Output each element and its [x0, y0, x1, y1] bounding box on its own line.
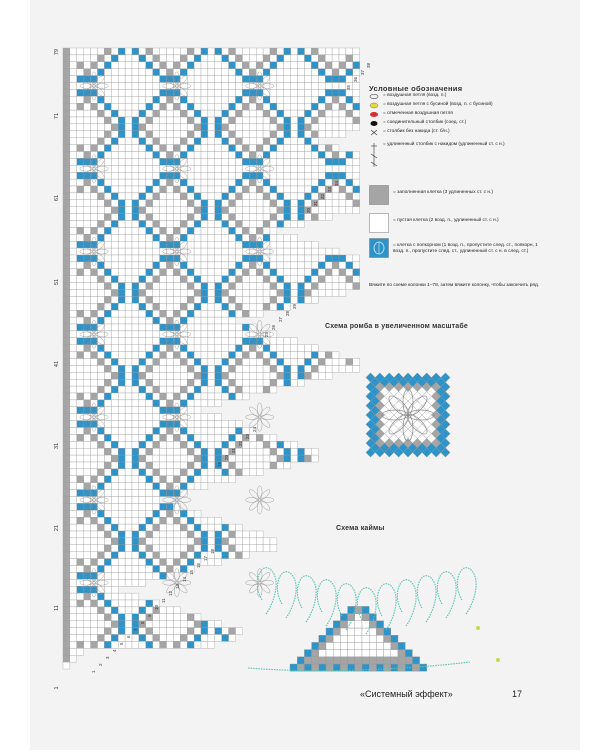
column-number: 25 — [264, 331, 269, 337]
row-label: 21 — [54, 524, 60, 532]
chain-loop — [397, 580, 416, 626]
legend-item-text: = удлиненный столбик с накидом (удлиненный ст. с н.) — [383, 142, 505, 147]
column-number: 4 — [112, 649, 117, 652]
column-number: 12 — [168, 590, 173, 596]
row-label: 79 — [54, 48, 60, 56]
chain-loop — [317, 580, 336, 626]
chain-loop — [257, 568, 276, 614]
column-number: 9 — [147, 614, 152, 617]
legend-item-empty — [369, 213, 549, 233]
chain-loop — [297, 576, 316, 622]
column-number: 1 — [91, 670, 96, 673]
column-number: 13 — [175, 583, 180, 589]
column-number: 34 — [334, 180, 339, 186]
elong-icon — [369, 142, 379, 168]
chain-loop — [457, 568, 476, 614]
legend-item-text: = воздушная петля с бусиной (возд. п. с бусиной) — [383, 102, 493, 107]
slip-icon — [369, 120, 379, 127]
column-number: 33 — [327, 186, 332, 192]
rhombus-title: Схема ромба в увеличенном масштабе — [325, 323, 468, 330]
legend-item-popcorn — [369, 238, 549, 258]
column-number: 22 — [238, 440, 243, 446]
sc-icon — [369, 129, 379, 136]
column-number: 23 — [245, 433, 250, 439]
chain-loop — [277, 572, 296, 618]
legend-item-filled — [369, 185, 549, 205]
column-number: 5 — [119, 642, 124, 645]
column-number: 16 — [196, 562, 201, 568]
legend-item-text: = столбик без накида (ст. б/н.) — [383, 129, 450, 134]
bead-icon — [476, 626, 480, 630]
legend-item-text: = заполненная клетка (3 удлиненных ст. с н.) — [393, 190, 493, 195]
chain-loop — [417, 576, 436, 622]
column-number: 19 — [217, 461, 222, 467]
row-label: 71 — [54, 112, 60, 120]
page-number: 17 — [512, 689, 523, 699]
column-number: 6 — [126, 635, 131, 638]
legend-item-sc — [369, 129, 549, 136]
column-number: 11 — [161, 598, 166, 603]
main-chart-grid — [63, 48, 360, 669]
row-label: 61 — [54, 194, 60, 202]
column-number: 21 — [231, 447, 236, 453]
legend-item-text: = клетка с попкорном (1 возд. п., пропустите след. ст., попкорн, 1 возд. п., пропустите след. ст., удлиненный ст. с н. в след. ст.) — [393, 243, 538, 254]
column-number: 24 — [252, 426, 257, 432]
column-number: 27 — [278, 316, 283, 322]
legend-item-text: = соединительный столбик (соед. ст.) — [383, 120, 467, 125]
row-label: 51 — [54, 278, 60, 286]
column-number: 32 — [320, 193, 325, 199]
column-number: 15 — [189, 569, 194, 575]
footer-caption: «Системный эффект» — [360, 689, 453, 699]
column-number: 2 — [98, 663, 103, 666]
column-number: 7 — [133, 628, 138, 631]
column-number: 8 — [140, 621, 145, 624]
column-number: 18 — [210, 548, 215, 554]
flower-motif — [246, 486, 274, 514]
legend-item-text: = отмеченная воздушная петля — [383, 111, 453, 116]
legend-note: Вяжите по схеме колонки 1–78, затем вяжите колонку, чтобы закончить ряд. — [369, 283, 540, 288]
flower-motif — [246, 569, 274, 597]
column-number: 14 — [182, 576, 187, 582]
legend-item-bead — [369, 102, 549, 109]
column-number: 17 — [203, 555, 208, 561]
column-number: 29 — [292, 303, 297, 309]
border-diagram — [248, 568, 500, 672]
column-number: 26 — [271, 324, 276, 330]
legend-item-text: = воздушная петля (возд. п.) — [383, 93, 447, 98]
column-number: 31 — [313, 200, 318, 206]
legend-item-text: = пустая клетка (2 возд. п., удлиненный ст. с н.) — [393, 218, 499, 223]
rhombus-diagram — [366, 373, 450, 457]
column-number: 30 — [306, 207, 311, 213]
column-number: 35 — [346, 84, 351, 90]
row-label: 41 — [54, 360, 60, 368]
border-title: Схема каймы — [336, 525, 385, 532]
empty-icon — [369, 213, 389, 233]
popcorn-icon — [369, 238, 389, 258]
column-number: 36 — [353, 76, 358, 82]
column-number: 3 — [105, 656, 110, 659]
column-number: 10 — [154, 604, 159, 610]
chain-loop — [437, 572, 456, 618]
row-label: 31 — [54, 442, 60, 450]
legend-item-elong — [369, 142, 549, 168]
bead-icon — [496, 658, 500, 662]
legend-item-marked — [369, 111, 549, 118]
marked-icon — [369, 111, 379, 118]
column-number: 20 — [224, 454, 229, 460]
legend-title: Условные обозначения — [369, 84, 463, 93]
chain-icon — [369, 93, 379, 100]
bead-icon — [369, 102, 379, 109]
column-number: 28 — [285, 310, 290, 316]
column-number: 37 — [360, 69, 365, 75]
column-number: 38 — [366, 62, 371, 68]
row-label: 1 — [54, 686, 60, 690]
filled-icon — [369, 185, 389, 205]
row-label: 11 — [54, 605, 60, 611]
legend-item-slip — [369, 120, 549, 127]
legend-item-chain — [369, 93, 549, 100]
flower-motif — [246, 403, 274, 431]
